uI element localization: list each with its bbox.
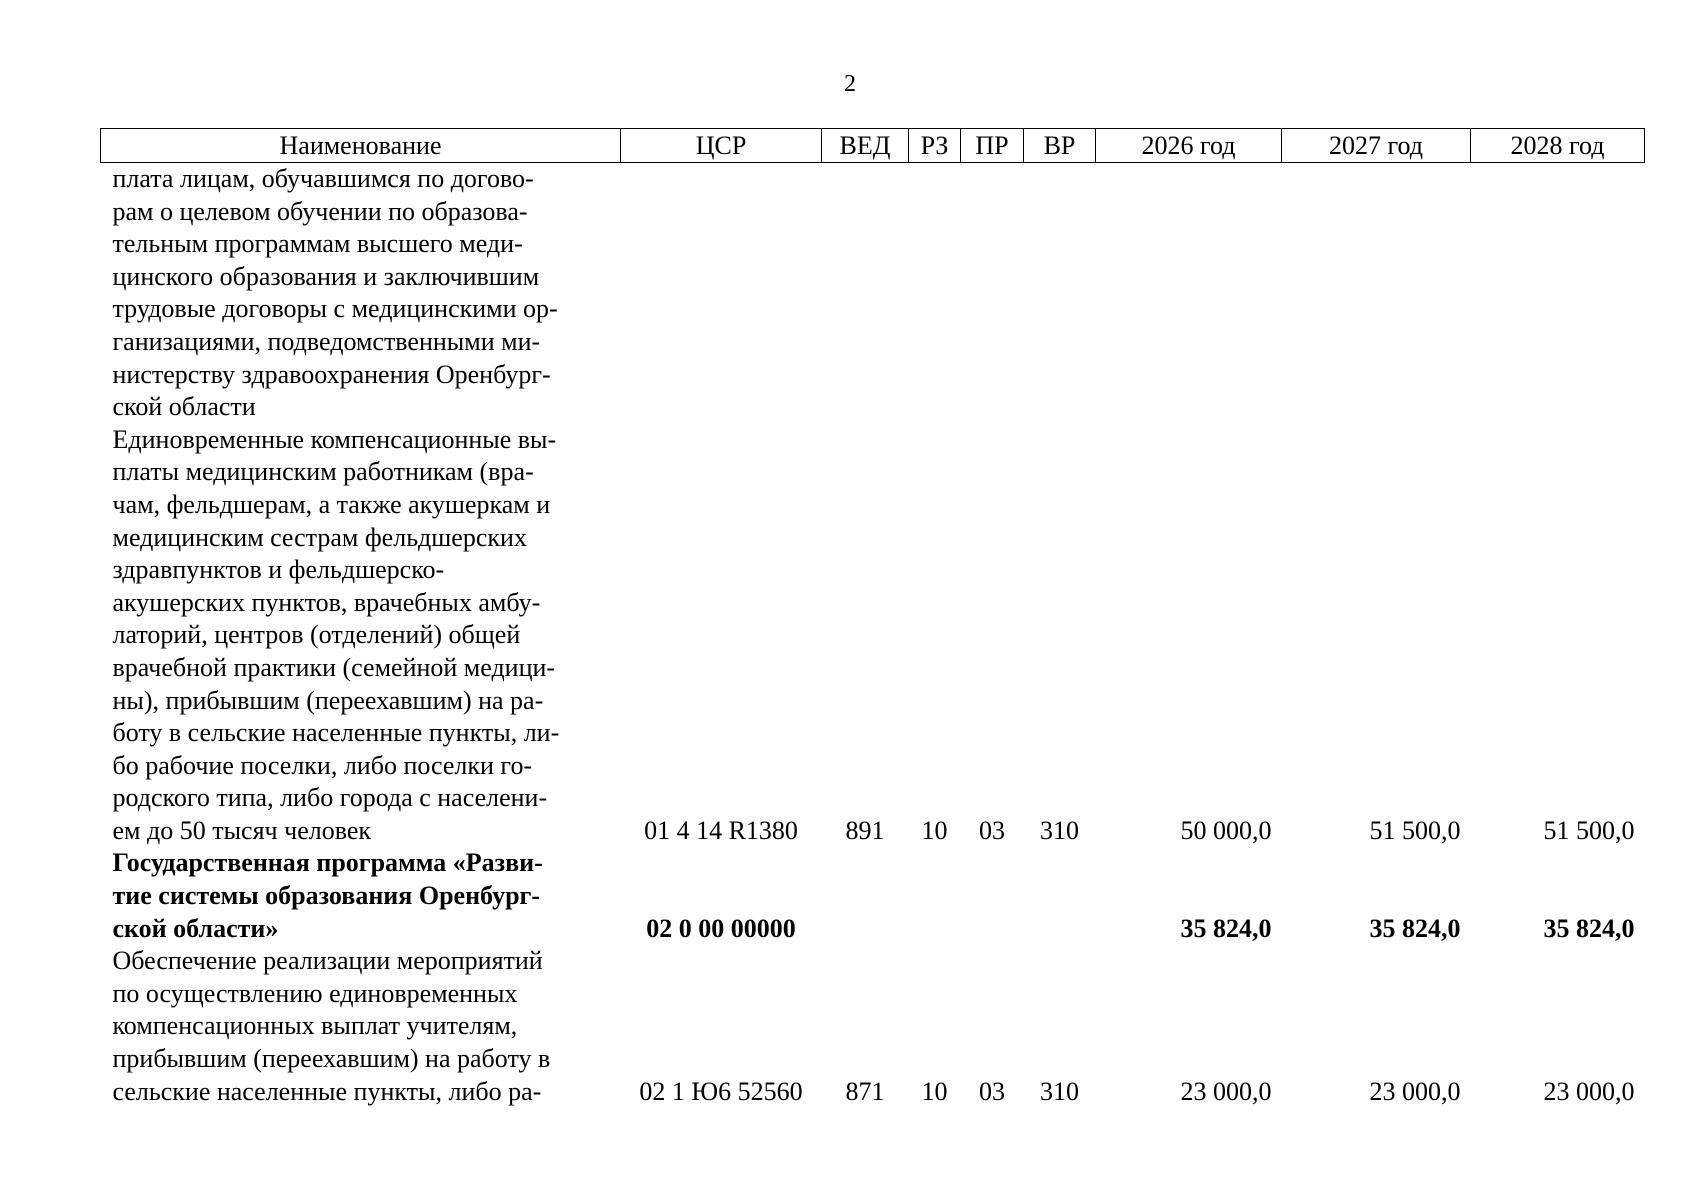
- row-name-line: ской области: [112, 392, 256, 422]
- row-name-line: ской области»: [112, 913, 279, 943]
- row-name-line: сельские населенные пункты, либо ра-: [112, 1076, 542, 1106]
- row-value-2027: [1282, 163, 1471, 424]
- table-body: [101, 163, 1645, 1109]
- row-csr: [621, 163, 822, 424]
- row-name-line: Единовременные компенсационные вы-: [112, 424, 557, 454]
- col-header-2026: 2026 год: [1096, 129, 1282, 163]
- col-header-rz: РЗ: [909, 129, 961, 163]
- row-pr: 03: [979, 1076, 1005, 1106]
- row-value-2027: 35 824,0: [1369, 913, 1461, 943]
- row-name-line: прибывшим (переехавшим) на работу в: [112, 1044, 551, 1074]
- row-value-2028: 51 500,0: [1543, 815, 1635, 845]
- row-value-2027: 23 000,0: [1369, 1076, 1461, 1106]
- row-name-line: медицинским сестрам фельдшерских: [112, 522, 527, 552]
- row-vr: 310: [1040, 815, 1079, 845]
- row-vr: [1024, 847, 1096, 945]
- row-name-line: родского типа, либо города с населени-: [112, 783, 548, 813]
- row-value-2028: 35 824,0: [1543, 913, 1635, 943]
- row-value-2026: 50 000,0: [1180, 815, 1272, 845]
- row-pr: [961, 163, 1024, 424]
- row-pr: [961, 847, 1024, 945]
- col-header-vr: ВР: [1024, 129, 1096, 163]
- table-row: [101, 847, 1645, 945]
- row-rz: [909, 847, 961, 945]
- col-header-csr: ЦСР: [621, 129, 822, 163]
- row-name-line: платы медицинским работникам (вра-: [112, 457, 534, 487]
- row-ved: [822, 847, 909, 945]
- row-rz: [909, 163, 961, 424]
- row-rz: 10: [921, 1076, 948, 1106]
- row-name-line: ганизациями, подведомственными ми-: [112, 326, 541, 356]
- row-name-line: трудовые договоры с медицинскими ор-: [112, 294, 558, 324]
- row-name-line: рам о целевом обучении по образова-: [112, 196, 528, 226]
- col-header-2027: 2027 год: [1282, 129, 1471, 163]
- row-vr: 310: [1040, 1076, 1079, 1106]
- row-name-line: чам, фельдшерам, а также акушеркам и: [112, 489, 551, 519]
- budget-table: [100, 128, 1645, 1108]
- row-pr: 03: [979, 815, 1005, 845]
- row-ved: 871: [845, 1076, 885, 1106]
- row-name-line: бо рабочие поселки, либо поселки го-: [112, 750, 533, 780]
- row-name-line: латорий, центров (отделений) общей: [112, 620, 521, 650]
- row-ved: 891: [845, 815, 885, 845]
- row-name-line: тие системы образования Оренбург-: [112, 881, 540, 911]
- row-csr: 02 1 Ю6 52560: [639, 1076, 803, 1106]
- table-row: [101, 424, 1645, 848]
- row-name-line: Государственная программа «Разви-: [112, 848, 543, 878]
- table-header: [101, 129, 1645, 163]
- col-header-ved: ВЕД: [822, 129, 909, 163]
- row-rz: 10: [921, 815, 948, 845]
- col-header-name: Наименование: [101, 129, 621, 163]
- row-name-line: плата лицам, обучавшимся по догово-: [112, 164, 534, 193]
- row-name: [101, 424, 621, 848]
- row-csr: 02 0 00 00000: [646, 913, 796, 943]
- row-name-line: врачебной практики (семейной медици-: [112, 652, 556, 682]
- row-name-line: нистерству здравоохранения Оренбург-: [112, 359, 551, 389]
- row-name: [101, 163, 621, 424]
- row-name-line: ем до 50 тысяч человек: [112, 815, 372, 845]
- row-name-line: тельным программам высшего меди-: [112, 229, 523, 259]
- table-row: [101, 163, 1645, 424]
- row-ved: [822, 163, 909, 424]
- row-name-line: ны), прибывшим (переехавшим) на ра-: [112, 685, 544, 715]
- row-name: [101, 847, 621, 945]
- row-value-2026: 23 000,0: [1180, 1076, 1272, 1106]
- row-name-line: акушерских пунктов, врачебных амбу-: [112, 587, 541, 617]
- row-name-line: по осуществлению единовременных: [112, 978, 518, 1008]
- row-name-line: здравпунктов и фельдшерско-: [112, 555, 445, 585]
- row-value-2026: [1096, 163, 1282, 424]
- row-name-line: компенсационных выплат учителям,: [112, 1011, 518, 1041]
- row-value-2028: 23 000,0: [1543, 1076, 1635, 1106]
- row-value-2028: [1471, 163, 1645, 424]
- row-value-2026: 35 824,0: [1180, 913, 1272, 943]
- row-vr: [1024, 163, 1096, 424]
- row-name-line: цинского образования и заключившим: [112, 261, 540, 291]
- row-csr: 01 4 14 R1380: [644, 815, 798, 845]
- row-value-2027: 51 500,0: [1369, 815, 1461, 845]
- col-header-2028: 2028 год: [1471, 129, 1645, 163]
- row-name: [101, 945, 621, 1108]
- table-row: [101, 945, 1645, 1108]
- page-number: 2: [844, 71, 856, 97]
- row-name-line: Обеспечение реализации мероприятий: [112, 946, 543, 976]
- col-header-pr: ПР: [961, 129, 1024, 163]
- row-name-line: боту в сельские населенные пункты, ли-: [112, 718, 560, 748]
